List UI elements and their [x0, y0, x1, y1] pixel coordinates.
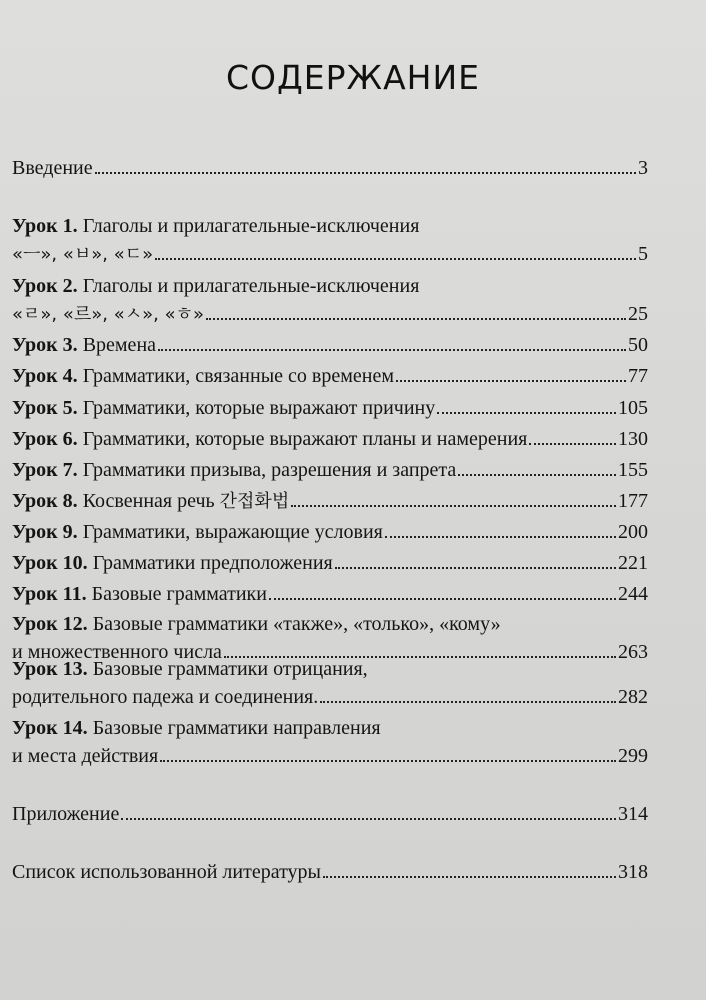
toc-entry-lesson-8[interactable]: [12, 487, 648, 515]
entry-page: 3: [638, 157, 648, 179]
lesson-number: Урок 13.: [12, 658, 88, 680]
leader-dots: [291, 505, 616, 507]
entry-title: Базовые грамматики «также», «только», «кому»: [92, 613, 501, 635]
entry-page: 299: [618, 745, 648, 767]
entry-subtitle: «ㄹ», «르», «ㅅ», «ㅎ»: [12, 304, 204, 325]
toc-entry-lesson-6[interactable]: [12, 425, 648, 453]
entry-page: 105: [618, 397, 648, 419]
entry-title: Приложение: [12, 803, 120, 825]
entry-title: Грамматики, выражающие условия: [82, 521, 383, 543]
leader-dots: [320, 701, 616, 703]
leader-dots: [529, 443, 616, 445]
entry-page: 200: [618, 521, 648, 543]
leader-dots: [155, 258, 636, 260]
entry-title: Введение: [12, 157, 93, 179]
entry-page: 130: [618, 428, 648, 450]
entry-page: 263: [618, 641, 648, 663]
page-title: СОДЕРЖАНИЕ: [225, 58, 481, 97]
leader-dots: [385, 536, 616, 538]
leader-dots: [396, 380, 626, 382]
toc-entry-lesson-14[interactable]: [12, 714, 648, 770]
toc-entry-lesson-11[interactable]: [12, 580, 648, 608]
entry-title: Базовые грамматики отрицания,: [92, 658, 368, 680]
toc-entry-lesson-13[interactable]: [12, 655, 648, 711]
entry-page: 318: [618, 861, 648, 883]
lesson-number: Урок 7.: [12, 459, 78, 481]
entry-title: Список использованной литературы: [12, 861, 321, 883]
lesson-number: Урок 2.: [12, 275, 78, 297]
entry-title: Времена: [82, 334, 157, 356]
lesson-number: Урок 14.: [12, 717, 88, 739]
lesson-number: Урок 11.: [12, 583, 87, 605]
entry-page: 50: [628, 334, 648, 356]
lesson-number: Урок 8.: [12, 490, 78, 512]
entry-title: Грамматики, связанные со временем: [82, 365, 394, 387]
leader-dots: [323, 876, 616, 878]
entry-page: 314: [618, 803, 648, 825]
leader-dots: [158, 349, 626, 351]
lesson-number: Урок 9.: [12, 521, 78, 543]
entry-page: 25: [628, 303, 648, 325]
entry-title: Грамматики, которые выражают причину: [82, 397, 436, 419]
entry-subtitle: родительного падежа и соединения.: [12, 686, 319, 708]
entry-title: Базовые грамматики: [91, 583, 267, 605]
leader-dots: [206, 318, 626, 320]
lesson-number: Урок 10.: [12, 552, 88, 574]
entry-title: Глаголы и прилагательные-исключения: [82, 275, 420, 297]
toc-entry-lesson-4[interactable]: [12, 362, 648, 390]
lesson-number: Урок 5.: [12, 397, 78, 419]
toc-entry-lesson-2[interactable]: [12, 272, 648, 328]
toc-entry-bibliography[interactable]: [12, 858, 648, 886]
lesson-number: Урок 12.: [12, 613, 88, 635]
toc-entry-lesson-3[interactable]: [12, 331, 648, 359]
leader-dots: [269, 598, 616, 600]
leader-dots: [160, 760, 616, 762]
toc-entry-introduction[interactable]: [12, 154, 648, 182]
toc-entry-appendix[interactable]: [12, 800, 648, 828]
leader-dots: [121, 818, 616, 820]
lesson-number: Урок 6.: [12, 428, 78, 450]
lesson-number: Урок 3.: [12, 334, 78, 356]
entry-title: Грамматики призыва, разрешения и запрета: [82, 459, 457, 481]
entry-title: Косвенная речь: [82, 490, 215, 512]
entry-title: Грамматики предположения: [92, 552, 333, 574]
entry-title: Глаголы и прилагательные-исключения: [82, 215, 420, 237]
leader-dots: [335, 567, 616, 569]
entry-page: 5: [638, 243, 648, 265]
entry-subtitle: и места действия: [12, 745, 159, 767]
lesson-number: Урок 1.: [12, 215, 78, 237]
toc-entry-lesson-9[interactable]: [12, 518, 648, 546]
leader-dots: [95, 172, 636, 174]
entry-title: Грамматики, которые выражают планы и намерения: [82, 428, 528, 450]
toc-entry-lesson-5[interactable]: [12, 394, 648, 422]
entry-title: Базовые грамматики направления: [92, 717, 381, 739]
leader-dots: [458, 474, 616, 476]
entry-subtitle: «ㅡ», «ㅂ», «ㄷ»: [12, 244, 154, 265]
toc-entry-lesson-7[interactable]: [12, 456, 648, 484]
entry-page: 244: [618, 583, 648, 605]
entry-subtitle: и множественного числа: [12, 641, 222, 663]
entry-page: 221: [618, 552, 648, 574]
entry-korean-term: 간접화법: [219, 491, 290, 512]
toc-entry-lesson-10[interactable]: [12, 549, 648, 577]
lesson-number: Урок 4.: [12, 365, 78, 387]
entry-page: 177: [618, 490, 648, 512]
entry-page: 77: [628, 365, 648, 387]
toc-entry-lesson-1[interactable]: [12, 212, 648, 268]
entry-page: 282: [618, 686, 648, 708]
leader-dots: [437, 412, 616, 414]
entry-page: 155: [618, 459, 648, 481]
